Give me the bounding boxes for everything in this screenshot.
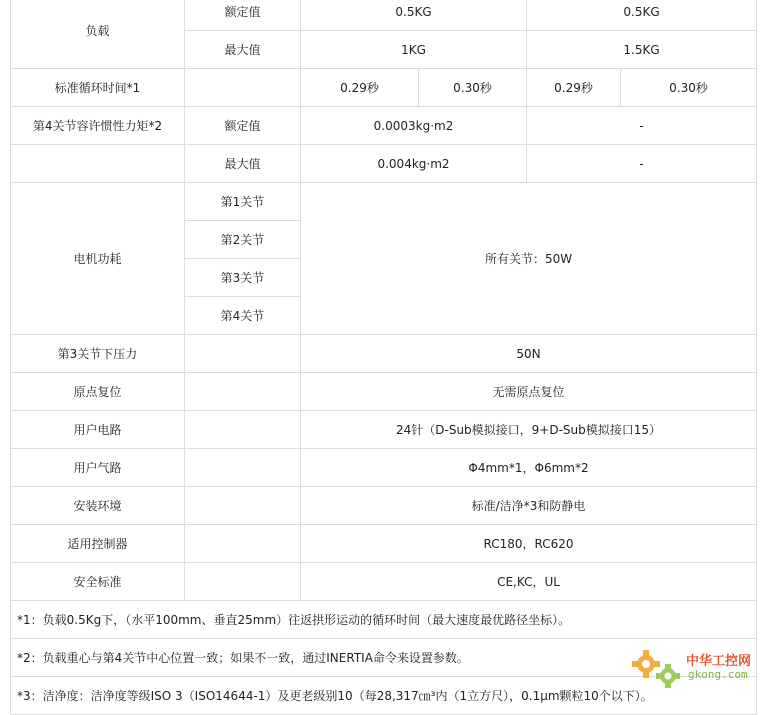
motor-j1: 第1关节 xyxy=(185,183,301,221)
cycle-v2: 0.30秒 xyxy=(419,69,527,107)
pressure-label: 第3关节下压力 xyxy=(11,335,185,373)
air-label: 用户气路 xyxy=(11,449,185,487)
motor-j4: 第4关节 xyxy=(185,297,301,335)
load-rated-a: 0.5KG xyxy=(301,0,527,31)
safety-label: 安全标准 xyxy=(11,563,185,601)
load-rated-b: 0.5KG xyxy=(527,0,757,31)
note-1: *1：负载0.5Kg下，（水平100mm、垂直25mm）往返拱形运动的循环时间（最大速度最优路径坐标）。 xyxy=(11,601,757,639)
motor-j2: 第2关节 xyxy=(185,221,301,259)
environment-empty xyxy=(185,487,301,525)
cycle-empty xyxy=(185,69,301,107)
homing-value: 无需原点复位 xyxy=(301,373,757,411)
environment-label: 安装环境 xyxy=(11,487,185,525)
inertia-max-a: 0.004kg·m2 xyxy=(301,145,527,183)
row-inertia-max xyxy=(11,145,757,183)
homing-label: 原点复位 xyxy=(11,373,185,411)
row-note-1 xyxy=(11,601,757,639)
row-cycle-time xyxy=(11,69,757,107)
cycle-v1: 0.29秒 xyxy=(301,69,419,107)
row-safety xyxy=(11,563,757,601)
cycle-v3: 0.29秒 xyxy=(527,69,621,107)
row-load-rated xyxy=(11,0,757,31)
load-max-b: 1.5KG xyxy=(527,31,757,69)
inertia-rated-label: 额定值 xyxy=(185,107,301,145)
inertia-max-b: - xyxy=(527,145,757,183)
inertia-rated-a: 0.0003kg·m2 xyxy=(301,107,527,145)
gear-icon xyxy=(628,646,688,692)
inertia-rated-b: - xyxy=(527,107,757,145)
inertia-label: 第4关节容许惯性力矩*2 xyxy=(11,107,185,145)
note-3: *3：洁净度：洁净度等级ISO 3（ISO14644-1）及更老级别10（每28,317㎝³内（1立方尺），0.1μm颗粒10个以下）。 xyxy=(11,677,757,715)
inertia-max-label: 最大值 xyxy=(185,145,301,183)
wiring-empty xyxy=(185,411,301,449)
homing-empty xyxy=(185,373,301,411)
row-inertia-rated xyxy=(11,107,757,145)
row-homing xyxy=(11,373,757,411)
load-max-label: 最大值 xyxy=(185,31,301,69)
controller-label: 适用控制器 xyxy=(11,525,185,563)
motor-j3: 第3关节 xyxy=(185,259,301,297)
wiring-value: 24针（D-Sub模拟接口，9+D-Sub模拟接口15） xyxy=(301,411,757,449)
environment-value: 标准/洁净*3和防静电 xyxy=(301,487,757,525)
pressure-value: 50N xyxy=(301,335,757,373)
row-air xyxy=(11,449,757,487)
row-controller xyxy=(11,525,757,563)
safety-value: CE,KC，UL xyxy=(301,563,757,601)
cycle-v4: 0.30秒 xyxy=(621,69,757,107)
row-motor-j1 xyxy=(11,183,757,221)
inertia-max-empty xyxy=(11,145,185,183)
watermark-sub: gkong.com xyxy=(688,668,748,681)
row-environment xyxy=(11,487,757,525)
load-rated-label: 额定值 xyxy=(185,0,301,31)
load-label: 负载 xyxy=(11,0,185,69)
controller-empty xyxy=(185,525,301,563)
pressure-empty xyxy=(185,335,301,373)
row-wiring xyxy=(11,411,757,449)
load-max-a: 1KG xyxy=(301,31,527,69)
motor-value: 所有关节：50W xyxy=(301,183,757,335)
spec-table xyxy=(10,0,757,715)
row-pressure xyxy=(11,335,757,373)
watermark xyxy=(628,646,758,692)
note-2: *2：负载重心与第4关节中心位置一致；如果不一致，通过INERTIA命令来设置参数。 xyxy=(11,639,757,677)
motor-label: 电机功耗 xyxy=(11,183,185,335)
air-value: Φ4mm*1，Φ6mm*2 xyxy=(301,449,757,487)
cycle-label: 标准循环时间*1 xyxy=(11,69,185,107)
watermark-text: 中华工控网 xyxy=(686,654,752,669)
wiring-label: 用户电路 xyxy=(11,411,185,449)
safety-empty xyxy=(185,563,301,601)
air-empty xyxy=(185,449,301,487)
controller-value: RC180，RC620 xyxy=(301,525,757,563)
